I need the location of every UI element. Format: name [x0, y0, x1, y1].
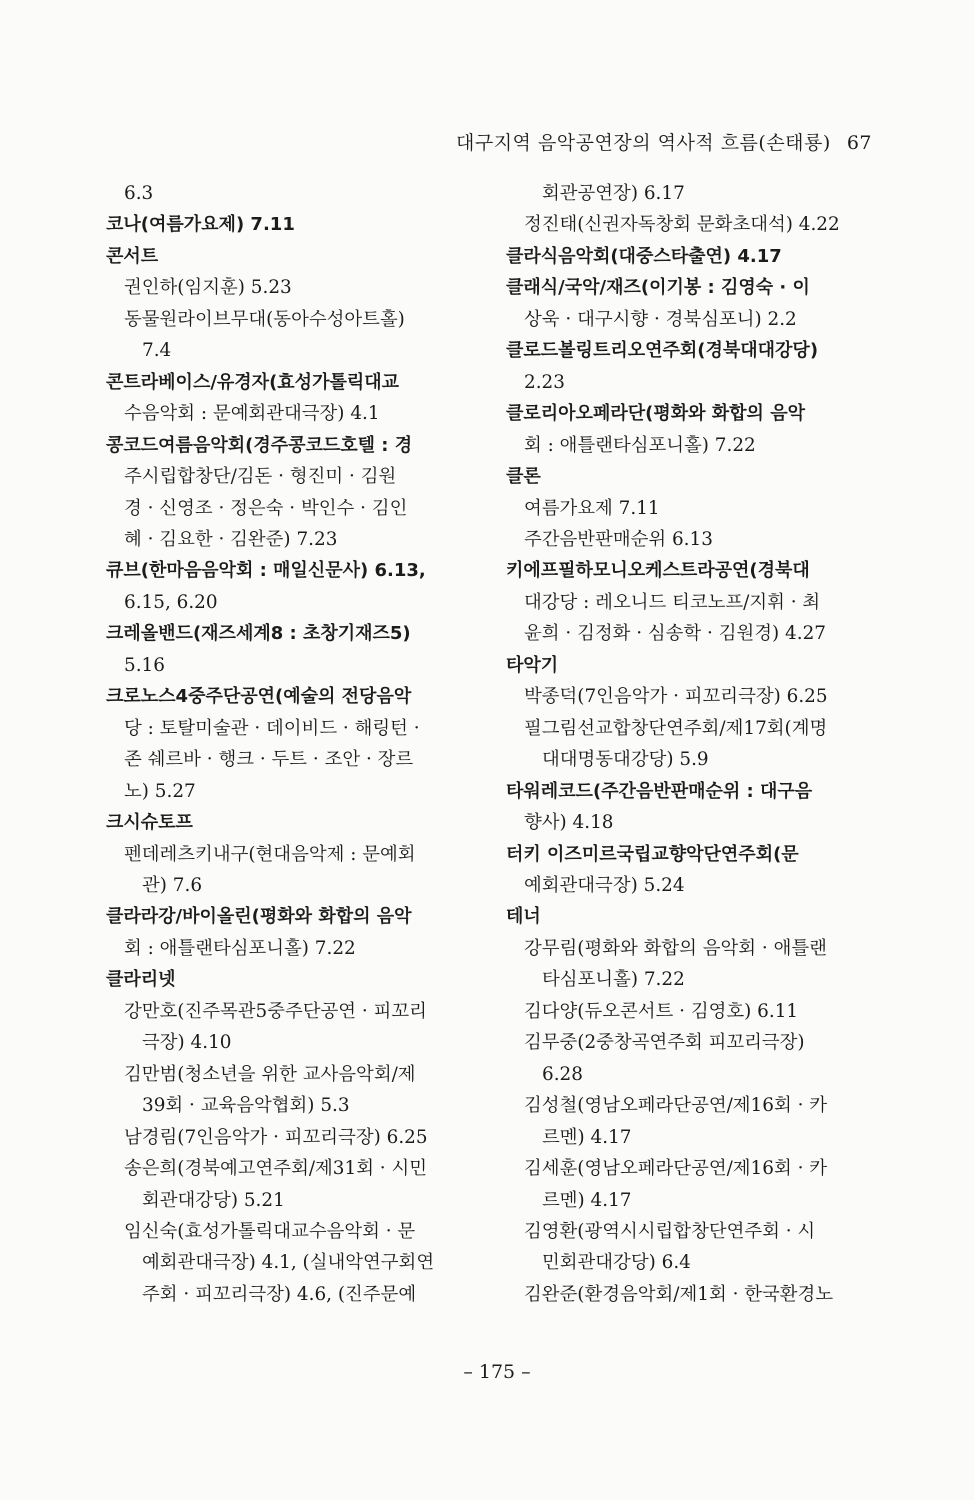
running-header — [456, 128, 872, 155]
index-entry-line: 필그림선교합창단연주회/제17회(계명 — [524, 717, 828, 739]
index-entry-line: 회관대강당) 5.21 — [142, 1189, 285, 1211]
index-entry-line: 회 : 애틀랜타심포니홀) 7.22 — [124, 937, 356, 959]
index-entry-heading: 크시슈토프 — [106, 812, 193, 834]
index-entry-heading: 클라라강/바이올린(평화와 화합의 음악 — [106, 906, 412, 928]
index-entry-heading: 콩코드여름음악회(경주콩코드호텔 : 경 — [106, 434, 413, 456]
index-entry-heading: 터키 이즈미르국립교향악단연주회(문 — [506, 843, 799, 865]
index-entry-line: 예회관대극장) 4.1, (실내악연구회연 — [142, 1252, 435, 1274]
index-entry-line: 수음악회 : 문예회관대극장) 4.1 — [124, 403, 380, 425]
page-footer-number: – 175 – — [463, 1361, 531, 1383]
index-entry-line: 당 : 토탈미술관 · 데이비드 · 해링턴 · — [124, 717, 420, 739]
index-entry-heading: 클라식음악회(대중스타출연) 4.17 — [506, 245, 782, 267]
index-entry-line: 르멘) 4.17 — [542, 1189, 632, 1211]
index-entry-line: 예회관대극장) 5.24 — [524, 874, 685, 896]
index-entry-heading: 클라리넷 — [106, 969, 176, 991]
index-entry-line: 동물원라이브무대(동아수성아트홀) — [124, 308, 405, 330]
index-entry-line: 김성철(영남오페라단공연/제16회 · 카 — [524, 1095, 828, 1117]
index-entry-line: 강무림(평화와 화합의 음악회 · 애틀랜 — [524, 937, 827, 959]
index-entry-heading: 클로드볼링트리오연주회(경북대대강당) — [506, 340, 819, 362]
index-entry-heading: 콘서트 — [106, 245, 159, 267]
index-entry-line: 7.4 — [142, 340, 172, 362]
index-column-right — [506, 178, 878, 1310]
index-entry-line: 주간음반판매순위 6.13 — [524, 528, 713, 550]
index-entry-line: 회관공연장) 6.17 — [542, 183, 685, 204]
index-entry-line: 펜데레츠키내구(현대음악제 : 문예회 — [124, 843, 416, 865]
index-entry-line: 39회 · 교육음악협회) 5.3 — [142, 1095, 350, 1117]
index-entry-line: 2.23 — [524, 371, 565, 393]
index-entry-line: 존 쉐르바 · 행크 · 두트 · 조안 · 장르 — [124, 749, 414, 771]
index-column-left — [106, 178, 486, 1310]
index-entry-line: 혜 · 김요한 · 김완준) 7.23 — [124, 528, 338, 550]
index-entry-line: 김만범(청소년을 위한 교사음악회/제 — [124, 1063, 416, 1085]
index-entry-line: 민회관대강당) 6.4 — [542, 1252, 691, 1274]
index-entry-heading: 크레올밴드(재즈세계8 : 초창기재즈5) — [106, 623, 411, 645]
index-entry-line: 임신숙(효성가톨릭대교수음악회 · 문 — [124, 1220, 416, 1242]
index-entry-line: 박종덕(7인음악가 · 피꼬리극장) 6.25 — [524, 686, 828, 708]
index-entry-line: 타심포니홀) 7.22 — [542, 969, 685, 991]
running-header-title: 대구지역 음악공연장의 역사적 흐름(손태룡) — [455, 132, 831, 154]
index-entry-line: 김무중(2중창곡연주회 피꼬리극장) — [524, 1032, 805, 1054]
index-entry-line: 주시립합창단/김돈 · 형진미 · 김원 — [124, 466, 397, 488]
index-entry-line: 김세훈(영남오페라단공연/제16회 · 카 — [524, 1158, 828, 1180]
index-entry-line: 송은희(경북예고연주회/제31회 · 시민 — [124, 1158, 428, 1180]
index-entry-heading: 타워레코드(주간음반판매순위 : 대구음 — [506, 780, 813, 802]
index-entry-heading: 크로노스4중주단공연(예술의 전당음악 — [106, 686, 412, 708]
running-header-page-number: 67 — [846, 132, 872, 154]
index-entry-heading: 큐브(한마음음악회 : 매일신문사) 6.13, — [106, 560, 426, 582]
index-entry-line: 김영환(광역시시립합창단연주회 · 시 — [524, 1220, 816, 1242]
index-entry-line: 6.3 — [124, 183, 154, 204]
index-entry-line: 향사) 4.18 — [524, 812, 614, 834]
index-entry-line: 김다양(듀오콘서트 · 김영호) 6.11 — [524, 1000, 799, 1022]
index-entry-heading: 클래식/국악/재즈(이기봉 : 김영숙 · 이 — [506, 277, 810, 299]
index-entry-heading: 테너 — [506, 906, 541, 928]
index-entry-line: 6.28 — [542, 1063, 583, 1085]
index-entry-heading: 타악기 — [506, 654, 559, 676]
index-entry-line: 정진태(신권자독창회 문화초대석) 4.22 — [524, 214, 840, 236]
index-entry-line: 권인하(임지훈) 5.23 — [124, 277, 292, 299]
index-entry-line: 남경림(7인음악가 · 피꼬리극장) 6.25 — [124, 1126, 428, 1148]
index-entry-heading: 코나(여름가요제) 7.11 — [106, 214, 295, 236]
index-entry-heading: 클로리아오페라단(평화와 화합의 음악 — [506, 403, 805, 425]
index-entry-heading: 클론 — [506, 466, 541, 488]
index-entry-heading: 콘트라베이스/유경자(효성가톨릭대교 — [106, 371, 400, 393]
index-entry-line: 회 : 애틀랜타심포니홀) 7.22 — [524, 434, 756, 456]
index-entry-line: 대대명동대강당) 5.9 — [542, 749, 709, 771]
index-entry-line: 노) 5.27 — [124, 780, 196, 802]
index-entry-line: 6.15, 6.20 — [124, 591, 218, 613]
index-entry-line: 김완준(환경음악회/제1회 · 한국환경노 — [524, 1283, 834, 1305]
index-entry-line: 강만호(진주목관5중주단공연 · 피꼬리 — [124, 1000, 427, 1022]
index-entry-line: 극장) 4.10 — [142, 1032, 232, 1054]
index-entry-line: 윤희 · 김정화 · 심송학 · 김원경) 4.27 — [524, 623, 827, 645]
index-entry-line: 르멘) 4.17 — [542, 1126, 632, 1148]
index-entry-line: 관) 7.6 — [142, 874, 203, 896]
index-entry-line: 경 · 신영조 · 정은숙 · 박인수 · 김인 — [124, 497, 408, 519]
index-entry-line: 여름가요제 7.11 — [524, 497, 660, 519]
index-entry-heading: 키에프필하모니오케스트라공연(경북대 — [506, 560, 810, 582]
index-entry-line: 상욱 · 대구시향 · 경북심포니) 2.2 — [524, 308, 797, 330]
index-entry-line: 5.16 — [124, 654, 165, 676]
index-entry-line: 주회 · 피꼬리극장) 4.6, (진주문예 — [142, 1283, 417, 1305]
index-entry-line: 대강당 : 레오니드 티코노프/지휘 · 최 — [524, 591, 821, 613]
